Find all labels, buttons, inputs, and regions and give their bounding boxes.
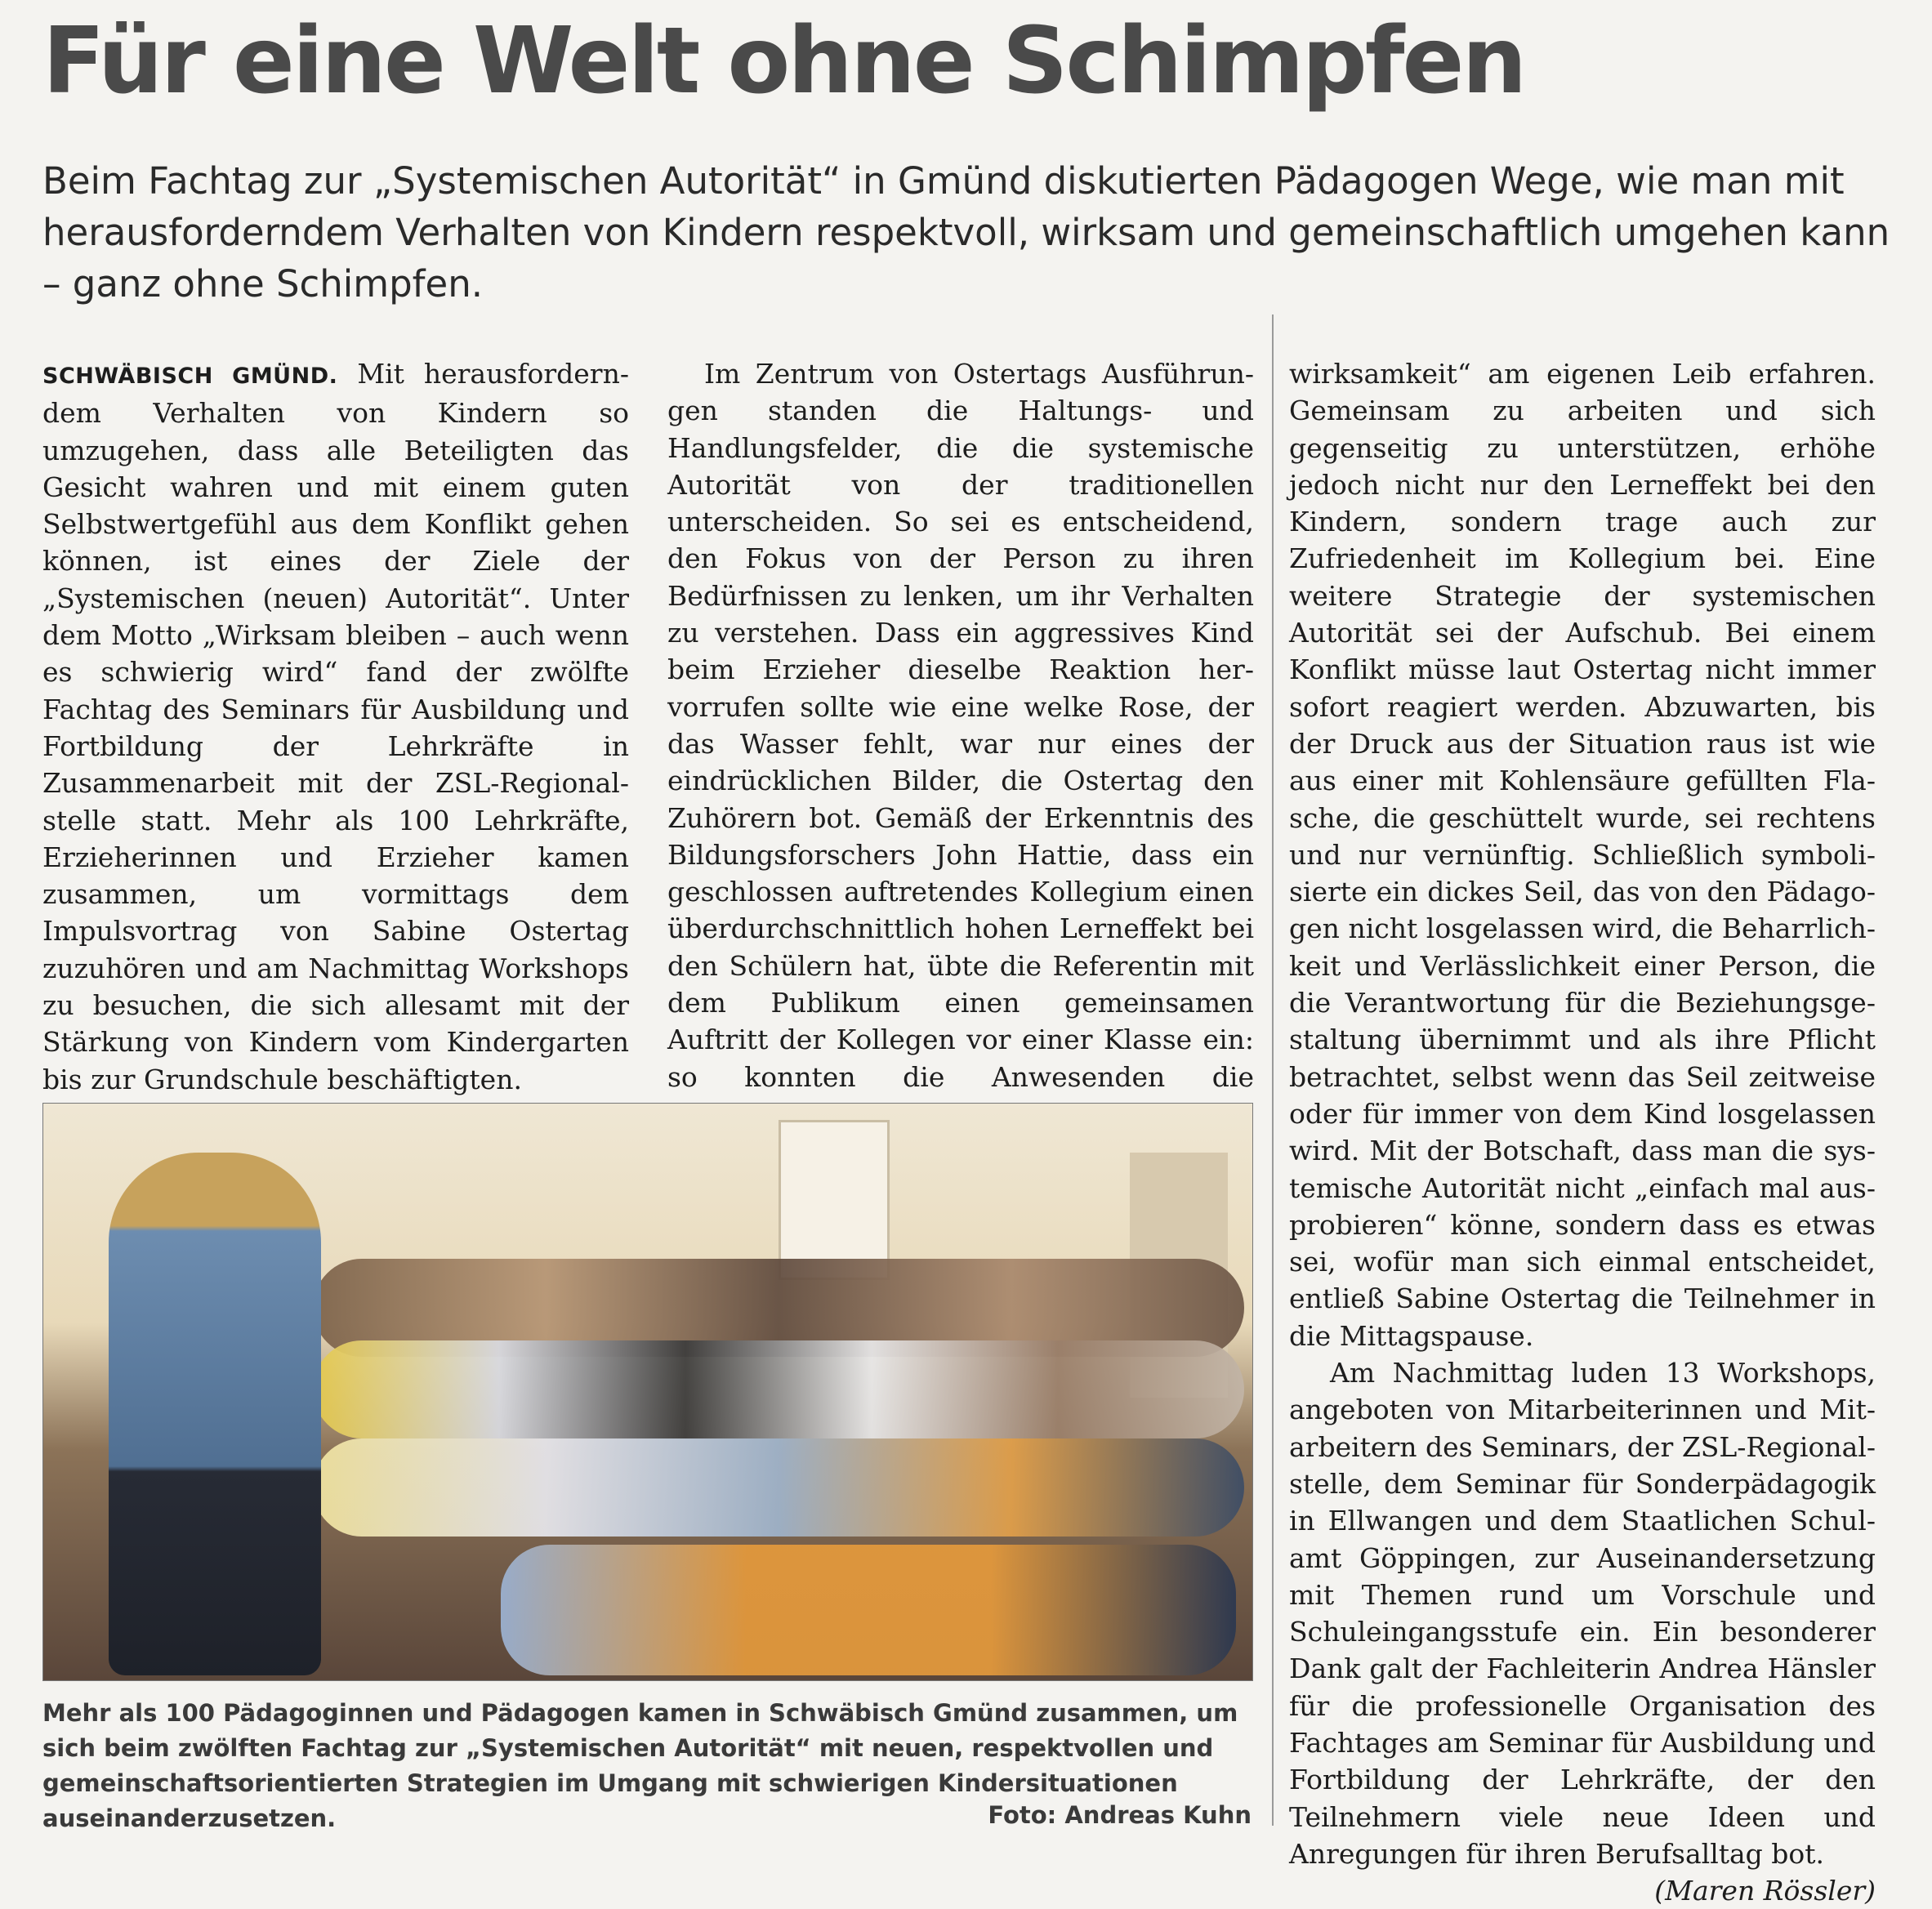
headline: Für eine Welt ohne Schimpfen <box>42 8 1525 114</box>
lead-paragraph <box>42 355 629 1098</box>
column-divider <box>1272 314 1274 1826</box>
photo-wall-window <box>779 1120 890 1280</box>
column-2-text: Im Zentrum von Ostertags Ausführungen standen die Haltungs- und Handlungsfelder, die die systemische Autorität von der traditionellen unterscheiden. So sei es entscheidend, den Fokus von der Person zu ihren Bedürfnissen zu lenken, um ihr Verhalten zu verstehen. Dass ein aggressives Kind beim Erzieher dieselbe Reaktion hervorrufen sollte wie eine welke Rose, der das Wasser fehlt, war nur eines der eindrücklichen Bilder, die Ostertag den Zuhörern bot. Gemäß der Erkenntnis des Bildungsforschers John Hattie, dass ein geschlossen auftretendes Kollegium einen überdurchschnittlich hohen Lerneffekt bei den Schülern hat, übte die Referentin mit dem Publikum einen gemeinsamen Auftritt der Kollegen vor einer Klasse ein: so konnten die Anwesenden die <box>667 358 1254 1093</box>
column-2 <box>667 355 1254 1132</box>
column-3-paragraph-2-text: Am Nachmittag luden 13 Workshops, angeboten von Mitarbeiterinnen und Mitarbeitern des Seminars, der ZSL-Regionalstelle, dem Seminar für Sonderpädagogik in Ellwangen und dem Staatlichen Schulamt Göppingen, zur Auseinandersetzung mit Themen rund um Vorschule und Schuleingangsstufe ein. Ein besonderer Dank galt der Fachleiterin Andrea Hänsler für die professionelle Organisation des Fachtages am Seminar für Ausbildung und Fortbildung der Lehrkräfte, der den Teilnehmern viele neue Ideen und Anregungen für ihren Berufsalltag bot. <box>1289 1357 1876 1870</box>
author-byline: (Maren Rössler) <box>1654 1875 1876 1907</box>
photo-credit: Foto: Andreas Kuhn <box>988 1801 1252 1829</box>
article-photo <box>42 1103 1253 1681</box>
column-3-paragraph-1: wirksamkeit“ am eigenen Leib erfahren. Gemeinsam zu arbeiten und sich gegenseitig zu unterstützen, erhöhe jedoch nicht nur den Lerneffekt bei den Kindern, sondern trage auch zur Zufriedenheit im Kollegium bei. Eine weitere Strategie der systemischen Autorität sei der Aufschub. Bei einem Konflikt müsse laut Ostertag nicht immer sofort reagiert werden. Abzuwarten, bis der Druck aus der Situation raus ist wie aus einer mit Kohlensäure gefüllten Flasche, die geschüttelt wurde, sei rechtens und nur vernünftig. Schließlich symbolisierte ein dickes Seil, das von den Pädagogen nicht losgelassen wird, die Beharrlichkeit und Verlässlichkeit einer Person, die die Verantwortung für die Beziehungsgestaltung übernimmt und als ihre Pflicht betrachtet, selbst wenn das Seil zeitweise oder für immer von dem Kind losgelassen wird. Mit der Botschaft, dass man die systemische Autorität nicht „einfach mal ausprobieren“ könne, sondern dass es etwas sei, wofür man sich einmal entscheidet, entließ Sabine Ostertag die Teilnehmer in die Mittagspause. <box>1289 358 1876 1352</box>
column-1 <box>42 355 629 1098</box>
subheadline: Beim Fachtag zur „Systemischen Autorität“ in Gmünd diskutierten Pädagogen Wege, wie man mit herausforderndem Verhalten von Kindern respektvoll, wirksam und gemeinschaftlich umgehen kann – ganz ohne Schimpfen. <box>42 159 1890 306</box>
photo-audience-row <box>313 1340 1244 1438</box>
photo-speaker <box>109 1153 321 1675</box>
column-3 <box>1289 355 1876 1909</box>
column-3-paragraph-2 <box>1289 1354 1876 1907</box>
photo-audience-row <box>313 1438 1244 1537</box>
photo-audience-row <box>501 1545 1236 1675</box>
dateline: SCHWÄBISCH GMÜND. <box>42 364 338 389</box>
column-1-text: Mit herausforderndem Verhalten von Kindern so umzugehen, dass alle Beteiligten das Gesicht wahren und mit einem guten Selbstwertgefühl aus dem Konflikt gehen können, ist eines der Ziele der „Systemischen (neuen) Autorität“. Unter dem Motto „Wirksam bleiben – auch wenn es schwierig wird“ fand der zwölfte Fachtag des Seminars für Ausbildung und Fortbildung der Lehrkräfte in Zusammenarbeit mit der ZSL-Regionalstelle statt. Mehr als 100 Lehrkräfte, Erzieherinnen und Erzieher kamen zusammen, um vormittags dem Impulsvortrag von Sabine Ostertag zuzuhören und am Nachmittag Workshops zu besuchen, die sich allesamt mit der Stärkung von Kindern vom Kindergarten bis zur Grundschule beschäftigten. <box>42 358 629 1095</box>
photo-caption: Mehr als 100 Pädagoginnen und Pädagogen kamen in Schwäbisch Gmünd zusammen, um sich beim zwölften Fachtag zur „Systemischen Autorität“ mit neuen, respektvollen und gemeinschaftsorientierten Strategien im Umgang mit schwierigen Kindersituationen auseinanderzusetzen. <box>42 1699 1238 1832</box>
